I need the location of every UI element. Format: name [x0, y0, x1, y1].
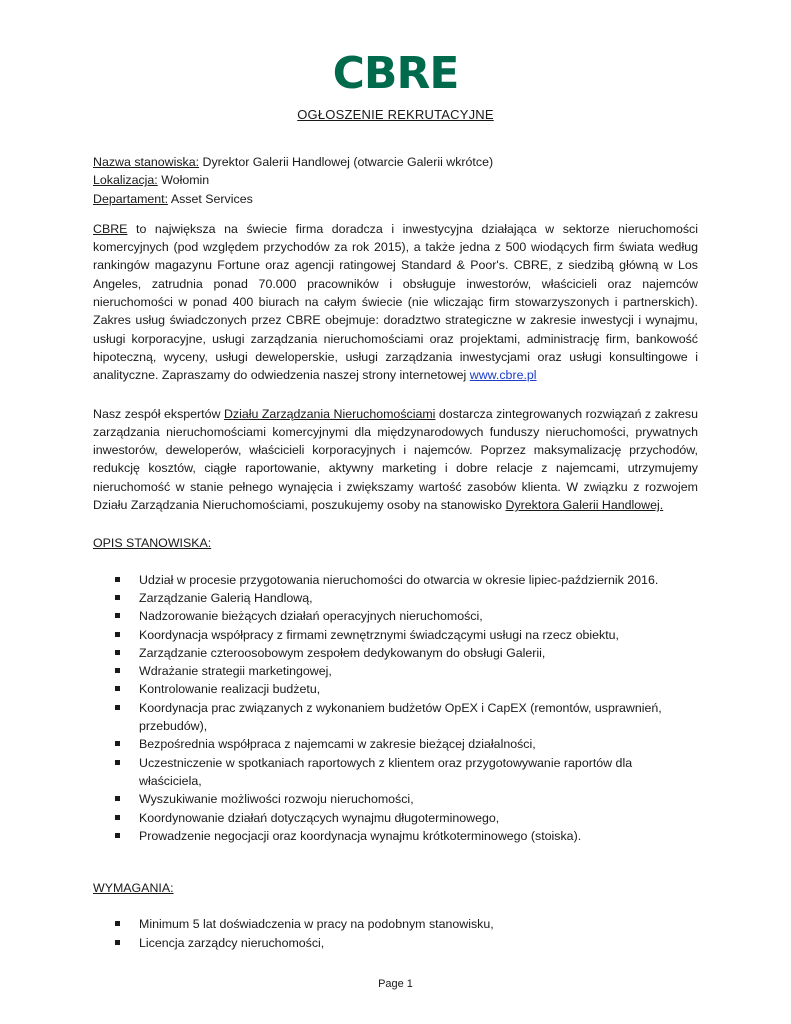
list-item: Minimum 5 lat doświadczenia w pracy na podobnym stanowisku,	[115, 915, 698, 933]
team-role: Dyrektora Galerii Handlowej.	[505, 498, 664, 513]
job-department-row	[93, 190, 698, 208]
website-link[interactable]: www.cbre.pl	[469, 368, 537, 383]
about-company: CBRE	[93, 221, 128, 236]
description-heading: OPIS STANOWISKA:	[93, 536, 212, 551]
list-item: Wdrażanie strategii marketingowej,	[115, 662, 698, 680]
team-intro: Nasz zespół ekspertów	[93, 406, 224, 421]
job-location-label: Lokalizacja:	[93, 173, 158, 188]
list-item: Bezpośrednia współpraca z najemcami w zakresie bieżącej działalności,	[115, 735, 698, 753]
list-item: Kontrolowanie realizacji budżetu,	[115, 680, 698, 698]
list-item: Koordynacja współpracy z firmami zewnętrznymi świadczącymi usługi na rzecz obiektu,	[115, 626, 698, 644]
description-list	[93, 571, 698, 845]
requirements-heading: WYMAGANIA:	[93, 881, 174, 896]
job-position-value: Dyrektor Galerii Handlowej (otwarcie Galerii wkrótce)	[202, 155, 494, 169]
team-paragraph	[93, 405, 698, 515]
team-text: dostarcza zintegrowanych rozwiązań z zakresu zarządzania nieruchomościami komercyjnymi dla międzynarodowych funduszy nieruchomości, prywatnych inwestorów, deweloperów, właścicieli korporacyjnych i najemców. Poprzez maksymalizację przychodów, redukcję kosztów, ciągłe raportowanie, aktywny marketing i dobre relacje z najemcami, utrzymujemy nieruchomość w stanie pełnego wynajęcia i zwiększamy wartość zasobów klienta. W związku z rozwojem Działu Zarządzania Nieruchomościami, poszukujemy osoby na stanowisko	[93, 406, 698, 513]
list-item: Koordynacja prac związanych z wykonaniem budżetów OpEX i CapEX (remontów, usprawnień, przebudów),	[115, 699, 698, 736]
list-item: Uczestniczenie w spotkaniach raportowych z klientem oraz przygotowywanie raportów dla właściciela,	[115, 754, 698, 791]
list-item: Zarządzanie Galerią Handlową,	[115, 589, 698, 607]
list-item: Udział w procesie przygotowania nieruchomości do otwarcia w okresie lipiec-październik 2016.	[115, 571, 698, 589]
cbre-logo: CBRE	[332, 48, 459, 99]
job-position-row	[93, 153, 698, 171]
job-department-value: Asset Services	[170, 191, 253, 206]
job-position-label: Nazwa stanowiska:	[93, 155, 200, 169]
job-location-row	[93, 171, 698, 189]
document-body	[93, 153, 698, 952]
job-department-label: Departament:	[93, 191, 169, 206]
list-item: Zarządzanie czteroosobowym zespołem dedykowanym do obsługi Galerii,	[115, 644, 698, 662]
about-paragraph	[93, 220, 698, 385]
team-dept: Działu Zarządzania Nieruchomościami	[223, 406, 436, 421]
list-item: Wyszukiwanie możliwości rozwoju nieruchomości,	[115, 790, 698, 808]
list-item: Prowadzenie negocjacji oraz koordynacja wynajmu krótkoterminowego (stoiska).	[115, 827, 698, 845]
list-item: Licencja zarządcy nieruchomości,	[115, 934, 698, 952]
about-text: to największa na świecie firma doradcza i inwestycyjna działająca w sektorze nieruchomości komercyjnych (pod względem przychodów za rok 2015), a także jedna z 500 wiodących firm świata według rankingów magazynu Fortune oraz agencji ratingowej Standard & Poor's. CBRE, z siedzibą główną w Los Angeles, zatrudnia ponad 70.000 pracowników i obsługuje inwestorów, właścicieli oraz najemców nieruchomości w ponad 400 biurach na całym świecie (nie wliczając firm stowarzyszonych i partnerskich). Zakres usług świadczonych przez CBRE obejmuje: doradztwo strategiczne w zakresie inwestycji i wynajmu, usługi korporacyjne, usługi zarządzania nieruchomościami oraz projektami, administrację firm, bankowość hipoteczną, wyceny, usługi deweloperskie, usługi zarządzania inwestycjami oraz usługi konsultingowe i analityczne. Zapraszamy do odwiedzenia naszej strony internetowej	[93, 221, 698, 383]
page-number: Page 1	[378, 978, 413, 990]
job-location-value: Wołomin	[161, 173, 210, 188]
list-item: Nadzorowanie bieżących działań operacyjnych nieruchomości,	[115, 607, 698, 625]
page-title: OGŁOSZENIE REKRUTACYJNE	[297, 107, 494, 122]
requirements-list	[93, 915, 698, 952]
list-item: Koordynowanie działań dotyczących wynajmu długoterminowego,	[115, 809, 698, 827]
